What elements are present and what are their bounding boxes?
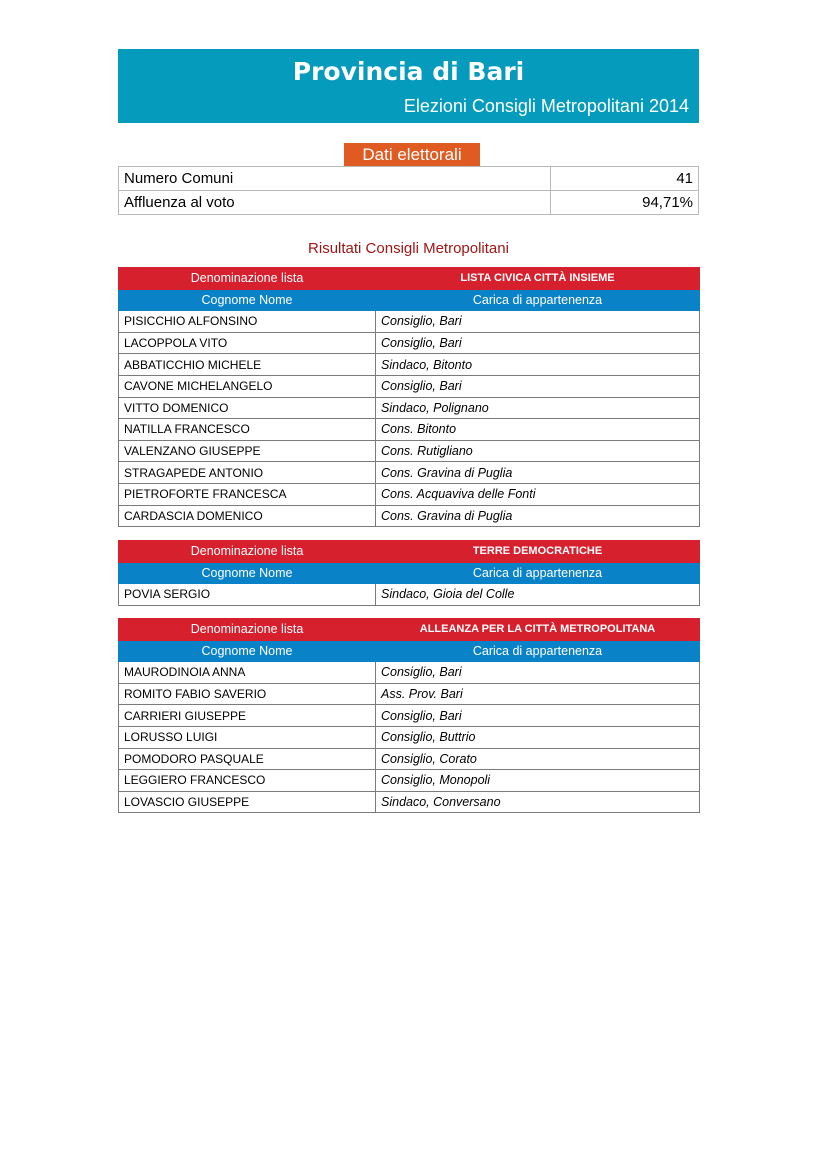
page-subtitle: Elezioni Consigli Metropolitani 2014 [403, 96, 689, 116]
column-header-row [119, 289, 700, 311]
candidate-role: Cons. Gravina di Puglia [376, 462, 700, 484]
candidate-role: Ass. Prov. Bari [376, 683, 700, 705]
candidate-role: Consiglio, Monopoli [376, 770, 700, 792]
role-column-header: Carica di appartenenza [376, 289, 700, 311]
list-header-row [119, 541, 700, 563]
table-row [119, 505, 700, 527]
role-column-header: Carica di appartenenza [376, 562, 700, 584]
list-header-label: Denominazione lista [119, 268, 376, 290]
candidate-name: ABBATICCHIO MICHELE [119, 354, 376, 376]
list-name: ALLEANZA PER LA CITTÀ METROPOLITANA [376, 619, 700, 641]
table-row [119, 726, 700, 748]
stats-row [119, 191, 699, 215]
stats-value: 94,71% [551, 191, 699, 215]
name-column-header: Cognome Nome [119, 640, 376, 662]
candidate-name: VITTO DOMENICO [119, 397, 376, 419]
candidate-name: LEGGIERO FRANCESCO [119, 770, 376, 792]
candidate-role: Cons. Rutigliano [376, 440, 700, 462]
candidate-role: Sindaco, Polignano [376, 397, 700, 419]
table-row [119, 462, 700, 484]
table-row [119, 440, 700, 462]
table-row [119, 311, 700, 333]
table-row [119, 770, 700, 792]
candidate-role: Sindaco, Bitonto [376, 354, 700, 376]
stats-label: Numero Comuni [119, 167, 551, 191]
list-table [118, 267, 700, 527]
list-table [118, 618, 700, 813]
table-row [119, 662, 700, 684]
candidate-name: LOVASCIO GIUSEPPE [119, 791, 376, 813]
candidate-name: NATILLA FRANCESCO [119, 419, 376, 441]
stats-table [118, 166, 699, 215]
stats-label: Affluenza al voto [119, 191, 551, 215]
candidate-name: ROMITO FABIO SAVERIO [119, 683, 376, 705]
candidate-name: POMODORO PASQUALE [119, 748, 376, 770]
results-title: Risultati Consigli Metropolitani [308, 240, 509, 257]
list-header-label: Denominazione lista [119, 541, 376, 563]
candidate-name: LACOPPOLA VITO [119, 332, 376, 354]
stats-row [119, 167, 699, 191]
list-name: TERRE DEMOCRATICHE [376, 541, 700, 563]
list-header-row [119, 619, 700, 641]
table-row [119, 419, 700, 441]
table-row [119, 705, 700, 727]
candidate-name: VALENZANO GIUSEPPE [119, 440, 376, 462]
list-name: LISTA CIVICA CITTÀ INSIEME [376, 268, 700, 290]
candidate-role: Consiglio, Bari [376, 375, 700, 397]
table-row [119, 397, 700, 419]
table-row [119, 748, 700, 770]
list-table [118, 540, 700, 606]
candidate-name: CARRIERI GIUSEPPE [119, 705, 376, 727]
table-row [119, 354, 700, 376]
candidate-name: CARDASCIA DOMENICO [119, 505, 376, 527]
column-header-row [119, 562, 700, 584]
name-column-header: Cognome Nome [119, 289, 376, 311]
candidate-name: PIETROFORTE FRANCESCA [119, 483, 376, 505]
table-row [119, 332, 700, 354]
table-row [119, 791, 700, 813]
name-column-header: Cognome Nome [119, 562, 376, 584]
title-banner [118, 49, 699, 123]
candidate-role: Cons. Gravina di Puglia [376, 505, 700, 527]
table-row [119, 483, 700, 505]
candidate-role: Cons. Bitonto [376, 419, 700, 441]
candidate-role: Cons. Acquaviva delle Fonti [376, 483, 700, 505]
list-header-row [119, 268, 700, 290]
stats-value: 41 [551, 167, 699, 191]
candidate-name: PISICCHIO ALFONSINO [119, 311, 376, 333]
table-row [119, 584, 700, 606]
role-column-header: Carica di appartenenza [376, 640, 700, 662]
table-row [119, 375, 700, 397]
candidate-name: POVIA SERGIO [119, 584, 376, 606]
candidate-role: Sindaco, Gioia del Colle [376, 584, 700, 606]
candidate-role: Sindaco, Conversano [376, 791, 700, 813]
table-row [119, 683, 700, 705]
list-header-label: Denominazione lista [119, 619, 376, 641]
candidate-name: LORUSSO LUIGI [119, 726, 376, 748]
column-header-row [119, 640, 700, 662]
candidate-role: Consiglio, Bari [376, 332, 700, 354]
candidate-name: STRAGAPEDE ANTONIO [119, 462, 376, 484]
page-title: Provincia di Bari [292, 57, 525, 86]
candidate-role: Consiglio, Bari [376, 311, 700, 333]
candidate-role: Consiglio, Buttrio [376, 726, 700, 748]
candidate-name: CAVONE MICHELANGELO [119, 375, 376, 397]
candidate-name: MAURODINOIA ANNA [119, 662, 376, 684]
candidate-role: Consiglio, Corato [376, 748, 700, 770]
candidate-role: Consiglio, Bari [376, 662, 700, 684]
section-tag: Dati elettorali [344, 143, 480, 167]
candidate-role: Consiglio, Bari [376, 705, 700, 727]
